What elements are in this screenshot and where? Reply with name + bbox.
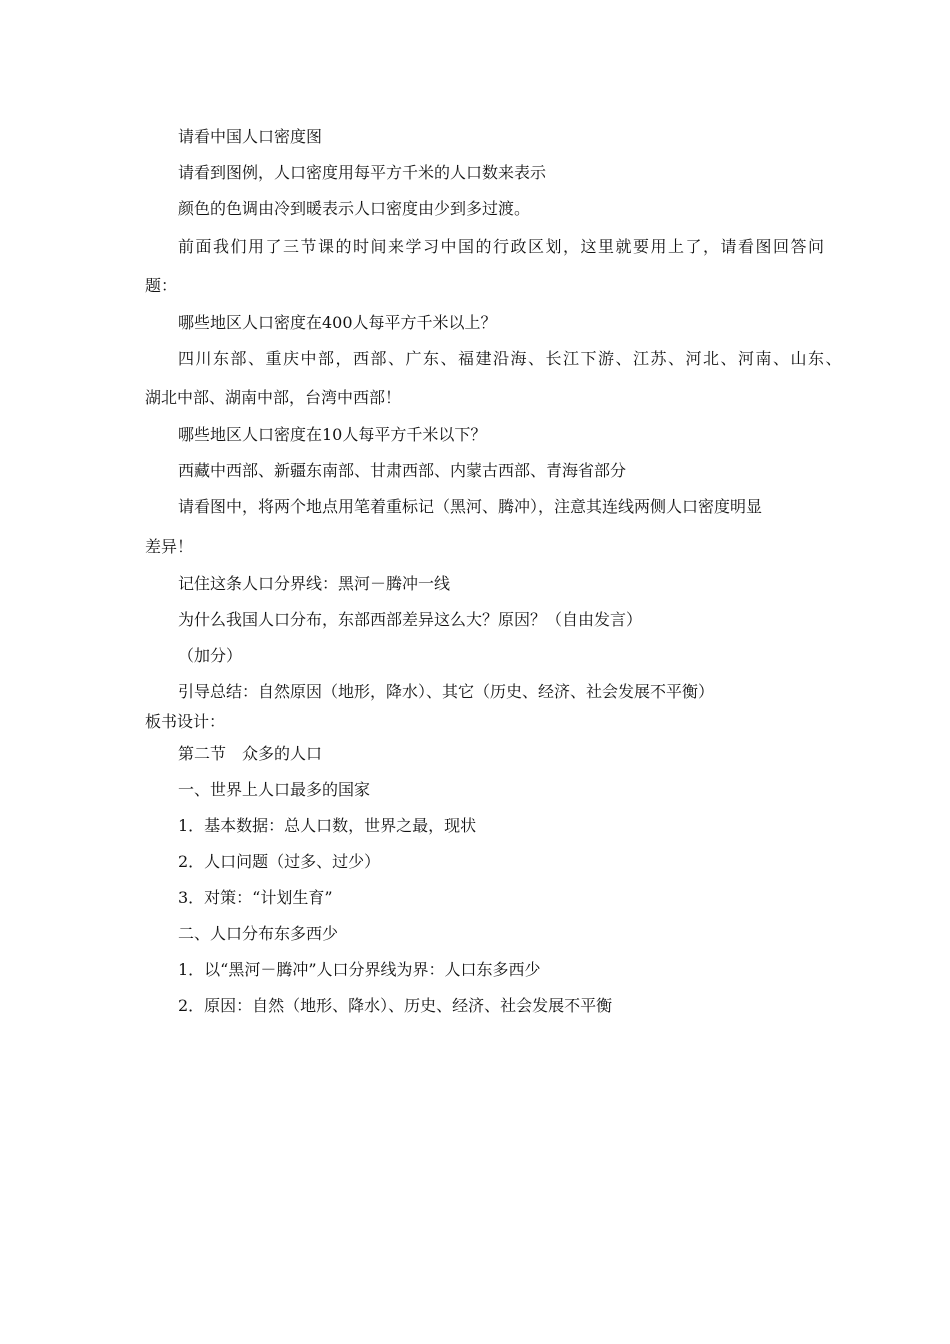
paragraph-line: 记住这条人口分界线：黑河－腾冲一线: [178, 574, 451, 593]
paragraph-line: 请看图中，将两个地点用笔着重标记（黑河、腾冲），注意其连线两侧人口密度明显: [178, 497, 763, 516]
paragraph-line: 哪些地区人口密度在400人每平方千米以上？: [178, 313, 497, 332]
board-item: 第二节 众多的人口: [178, 744, 323, 763]
board-item: 1．以“黑河－腾冲”人口分界线为界：人口东多西少: [178, 960, 541, 979]
board-item: 2．原因：自然（地形、降水）、历史、经济、社会发展不平衡: [178, 996, 613, 1015]
paragraph-line: 哪些地区人口密度在10人每平方千米以下？: [178, 425, 487, 444]
board-item: 2．人口问题（过多、过少）: [178, 852, 381, 871]
paragraph-line: 颜色的色调由冷到暖表示人口密度由少到多过渡。: [178, 199, 531, 218]
paragraph-line: 差异！: [145, 537, 194, 556]
paragraph-line: 四川东部、重庆中部，西部、广东、福建沿海、长江下游、江苏、河北、河南、山东、: [178, 349, 844, 368]
paragraph-line: （加分）: [178, 646, 243, 665]
paragraph-line: 引导总结：自然原因（地形，降水）、其它（历史、经济、社会发展不平衡）: [178, 682, 715, 701]
board-heading: 板书设计：: [145, 712, 226, 731]
board-item: 3．对策：“计划生育”: [178, 888, 333, 907]
paragraph-line: 前面我们用了三节课的时间来学习中国的行政区划，这里就要用上了，请看图回答问: [178, 237, 826, 256]
paragraph-line: 湖北中部、湖南中部，台湾中西部！: [145, 388, 402, 407]
board-item: 1．基本数据：总人口数，世界之最，现状: [178, 816, 477, 835]
paragraph-line: 请看到图例，人口密度用每平方千米的人口数来表示: [178, 163, 547, 182]
paragraph-line: 请看中国人口密度图: [178, 127, 323, 146]
paragraph-line: 西藏中西部、新疆东南部、甘肃西部、内蒙古西部、青海省部分: [178, 461, 627, 480]
paragraph-line: 题：: [145, 276, 178, 295]
board-item: 一、世界上人口最多的国家: [178, 780, 371, 799]
paragraph-line: 为什么我国人口分布，东部西部差异这么大？原因？（自由发言）: [178, 610, 643, 629]
board-item: 二、人口分布东多西少: [178, 924, 339, 943]
